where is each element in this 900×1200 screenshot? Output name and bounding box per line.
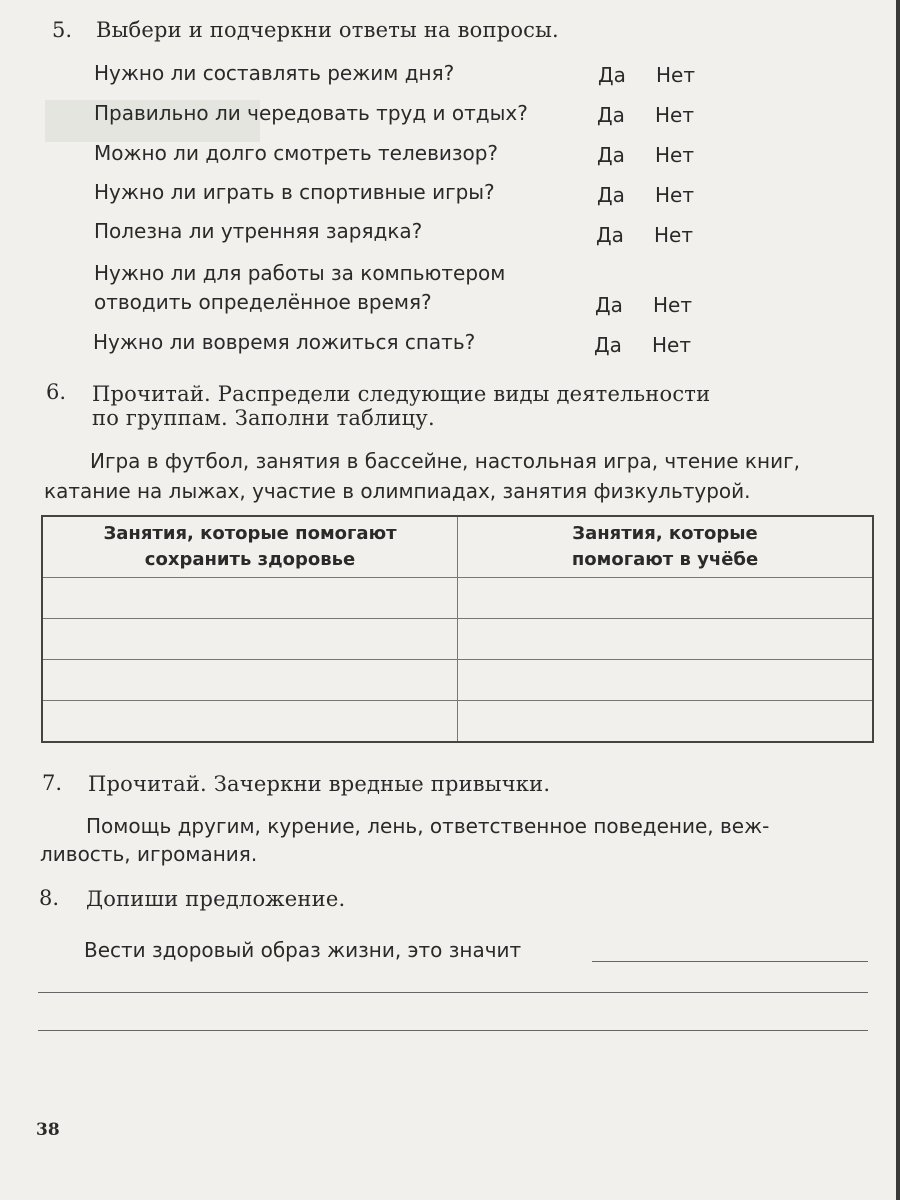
task5-question-6-line1: Нужно ли для работы за компьютером — [94, 261, 506, 285]
table-cell-health[interactable] — [42, 578, 458, 619]
task5-question-1: Нужно ли составлять режим дня? — [94, 61, 455, 85]
task5-question-6-line2: отводить определённое время? — [94, 290, 432, 314]
answer-line-1[interactable] — [592, 961, 868, 962]
task5-answer-no-5[interactable]: Нет — [654, 223, 693, 247]
task5-answer-yes-3[interactable]: Да — [597, 143, 625, 167]
table-cell-study[interactable] — [458, 701, 874, 743]
activities-table — [41, 515, 874, 743]
table-cell-study[interactable] — [458, 578, 874, 619]
task5-answer-no-3[interactable]: Нет — [655, 143, 694, 167]
table-header-study — [458, 516, 874, 578]
answer-line-2[interactable] — [38, 992, 868, 993]
task6-heading-line1: Прочитай. Распредели следующие виды деятельности — [92, 382, 711, 406]
table-cell-health[interactable] — [42, 660, 458, 701]
task5-answer-yes-1[interactable]: Да — [598, 63, 626, 87]
task8-heading: Допиши предложение. — [86, 887, 346, 911]
task5-answer-yes-7[interactable]: Да — [594, 333, 622, 357]
table-row — [42, 701, 873, 743]
task7-text-line2[interactable]: ливость, игромания. — [40, 842, 258, 866]
table-cell-health[interactable] — [42, 701, 458, 743]
scan-edge — [896, 0, 900, 1200]
task5-question-5: Полезна ли утренняя зарядка? — [94, 219, 423, 243]
table-row — [42, 660, 873, 701]
table-header-health-line1: Занятия, которые помогают — [103, 523, 397, 544]
task6-text-line2: катание на лыжах, участие в олимпиадах, занятия физкультурой. — [44, 479, 751, 503]
task5-answer-yes-6[interactable]: Да — [595, 293, 623, 317]
task5-answer-no-7[interactable]: Нет — [652, 333, 691, 357]
task5-answer-no-1[interactable]: Нет — [656, 63, 695, 87]
task5-answer-no-2[interactable]: Нет — [655, 103, 694, 127]
task7-number: 7. — [42, 771, 63, 795]
task8-prompt: Вести здоровый образ жизни, это значит — [84, 938, 522, 962]
answer-line-3[interactable] — [38, 1030, 868, 1031]
task6-number: 6. — [46, 380, 67, 404]
task5-answer-no-4[interactable]: Нет — [655, 183, 694, 207]
task7-heading: Прочитай. Зачеркни вредные привычки. — [88, 772, 551, 796]
task6-text-line1: Игра в футбол, занятия в бассейне, настольная игра, чтение книг, — [90, 449, 800, 473]
table-header-health-line2: сохранить здоровье — [144, 549, 356, 570]
task5-question-3: Можно ли долго смотреть телевизор? — [94, 141, 499, 165]
table-cell-study[interactable] — [458, 619, 874, 660]
task5-heading: Выбери и подчеркни ответы на вопросы. — [96, 18, 559, 42]
table-header-study-line1: Занятия, которые — [572, 523, 758, 544]
task5-number: 5. — [52, 18, 73, 42]
task5-answer-no-6[interactable]: Нет — [653, 293, 692, 317]
task5-question-4: Нужно ли играть в спортивные игры? — [94, 180, 495, 204]
task5-answer-yes-4[interactable]: Да — [597, 183, 625, 207]
task7-text-line1[interactable]: Помощь другим, курение, лень, ответственное поведение, веж- — [86, 814, 770, 838]
table-cell-study[interactable] — [458, 660, 874, 701]
page-number: 38 — [36, 1120, 60, 1140]
table-header-health — [42, 516, 458, 578]
task8-number: 8. — [39, 886, 60, 910]
table-cell-health[interactable] — [42, 619, 458, 660]
table-row — [42, 578, 873, 619]
task5-question-7: Нужно ли вовремя ложиться спать? — [93, 330, 476, 354]
task5-question-2: Правильно ли чередовать труд и отдых? — [94, 101, 528, 125]
table-row — [42, 619, 873, 660]
task5-answer-yes-2[interactable]: Да — [597, 103, 625, 127]
task5-answer-yes-5[interactable]: Да — [596, 223, 624, 247]
table-header-study-line2: помогают в учёбе — [571, 549, 759, 570]
task6-heading-line2: по группам. Заполни таблицу. — [92, 406, 435, 430]
